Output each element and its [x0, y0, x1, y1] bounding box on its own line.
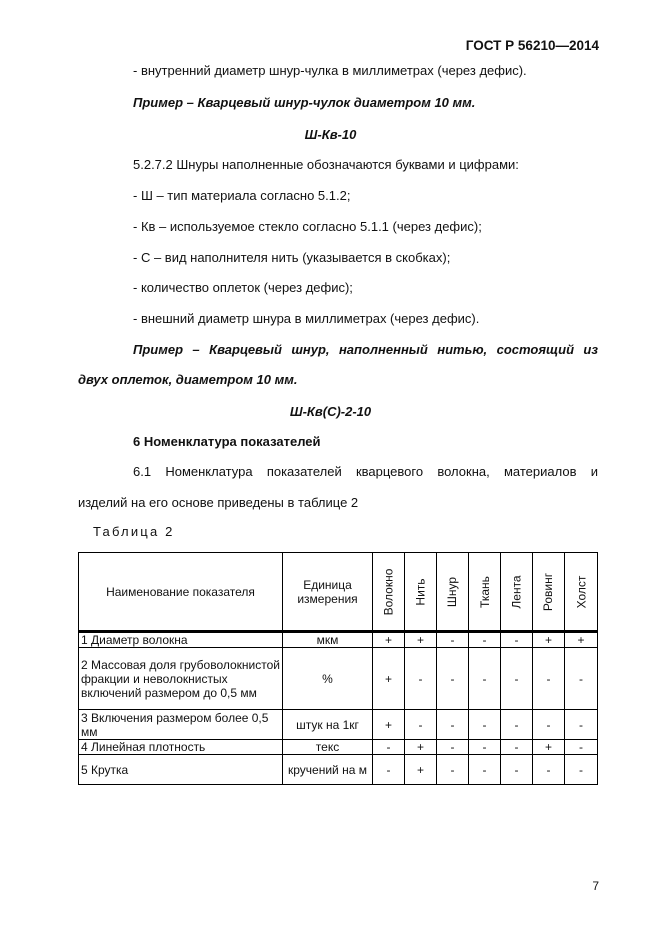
row-name: 2 Массовая доля грубоволокнистой фракции и неволокнистых включений размером до 0,5 мм [79, 648, 283, 710]
row-mark: - [469, 632, 501, 648]
row-mark: - [437, 632, 469, 648]
designation-code-1: Ш-Кв-10 [304, 127, 357, 142]
row-mark: + [405, 740, 437, 755]
row-mark: - [405, 648, 437, 710]
row-mark: - [469, 648, 501, 710]
list-item-outer-diameter: - внешний диаметр шнура в миллиметрах (через дефис). [133, 311, 480, 326]
row-unit: кручений на м [283, 755, 373, 785]
row-mark: - [533, 755, 565, 785]
header-roving: Ровинг [533, 553, 565, 632]
row-mark: + [405, 632, 437, 648]
table-row [79, 632, 598, 648]
row-unit: % [283, 648, 373, 710]
paragraph-6-1-line1: 6.1 Номенклатура показателей кварцевого волокна, материалов и [133, 464, 598, 479]
section-heading-6: 6 Номенклатура показателей [133, 434, 321, 449]
row-mark: + [373, 632, 405, 648]
list-item-braids: - количество оплеток (через дефис); [133, 280, 353, 295]
list-item-filler: - С – вид наполнителя нить (указывается в скобках); [133, 250, 451, 265]
row-mark: - [437, 710, 469, 740]
header-cord: Шнур [437, 553, 469, 632]
row-mark: - [437, 648, 469, 710]
example-braided-cord: Пример – Кварцевый шнур-чулок диаметром 10 мм. [133, 95, 476, 110]
page-number: 7 [592, 879, 599, 893]
row-mark: + [533, 740, 565, 755]
row-mark: - [565, 740, 598, 755]
row-mark: - [437, 740, 469, 755]
paragraph-6-1-line2: изделий на его основе приведены в таблице 2 [78, 495, 359, 510]
header-canvas: Холст [565, 553, 598, 632]
header-fabric: Ткань [469, 553, 501, 632]
row-mark: - [565, 710, 598, 740]
table-header-row [79, 553, 598, 632]
document-header: ГОСТ Р 56210—2014 [465, 38, 599, 53]
indicators-table [78, 552, 598, 785]
example-filled-cord-line1: Пример – Кварцевый шнур, наполненный нитью, состоящий из [133, 342, 598, 357]
row-mark: - [565, 648, 598, 710]
table-row [79, 710, 598, 740]
row-mark: - [501, 648, 533, 710]
row-name: 1 Диаметр волокна [79, 632, 283, 648]
header-thread: Нить [405, 553, 437, 632]
row-mark: + [533, 632, 565, 648]
header-fiber: Волокно [373, 553, 405, 632]
paragraph-5-2-7-2: 5.2.7.2 Шнуры наполненные обозначаются буквами и цифрами: [133, 157, 519, 172]
row-mark: - [373, 740, 405, 755]
table-row [79, 740, 598, 755]
row-mark: - [501, 710, 533, 740]
header-unit: Единица измерения [283, 553, 373, 632]
example-filled-cord-line2: двух оплеток, диаметром 10 мм. [78, 372, 298, 387]
list-item-inner-diameter: - внутренний диаметр шнур-чулка в миллиметрах (через дефис). [133, 63, 527, 78]
list-item-glass: - Кв – используемое стекло согласно 5.1.1 (через дефис); [133, 219, 482, 234]
row-mark: - [533, 710, 565, 740]
row-mark: - [469, 740, 501, 755]
row-mark: - [469, 755, 501, 785]
row-unit: штук на 1кг [283, 710, 373, 740]
row-mark: - [501, 755, 533, 785]
table-caption: Таблица 2 [93, 524, 175, 539]
designation-code-2: Ш-Кв(С)-2-10 [289, 404, 372, 419]
row-mark: - [565, 755, 598, 785]
row-unit: текс [283, 740, 373, 755]
row-mark: - [501, 740, 533, 755]
header-tape: Лента [501, 553, 533, 632]
row-mark: - [373, 755, 405, 785]
row-mark: - [437, 755, 469, 785]
row-name: 4 Линейная плотность [79, 740, 283, 755]
table-row [79, 755, 598, 785]
row-mark: - [469, 710, 501, 740]
row-unit: мкм [283, 632, 373, 648]
row-mark: + [565, 632, 598, 648]
row-mark: + [405, 755, 437, 785]
row-mark: - [501, 632, 533, 648]
row-name: 5 Крутка [79, 755, 283, 785]
row-name: 3 Включения размером более 0,5 мм [79, 710, 283, 740]
row-mark: + [373, 648, 405, 710]
row-mark: - [405, 710, 437, 740]
table-row [79, 648, 598, 710]
header-indicator-name: Наименование показателя [79, 553, 283, 632]
row-mark: + [373, 710, 405, 740]
list-item-material-type: - Ш – тип материала согласно 5.1.2; [133, 188, 351, 203]
row-mark: - [533, 648, 565, 710]
